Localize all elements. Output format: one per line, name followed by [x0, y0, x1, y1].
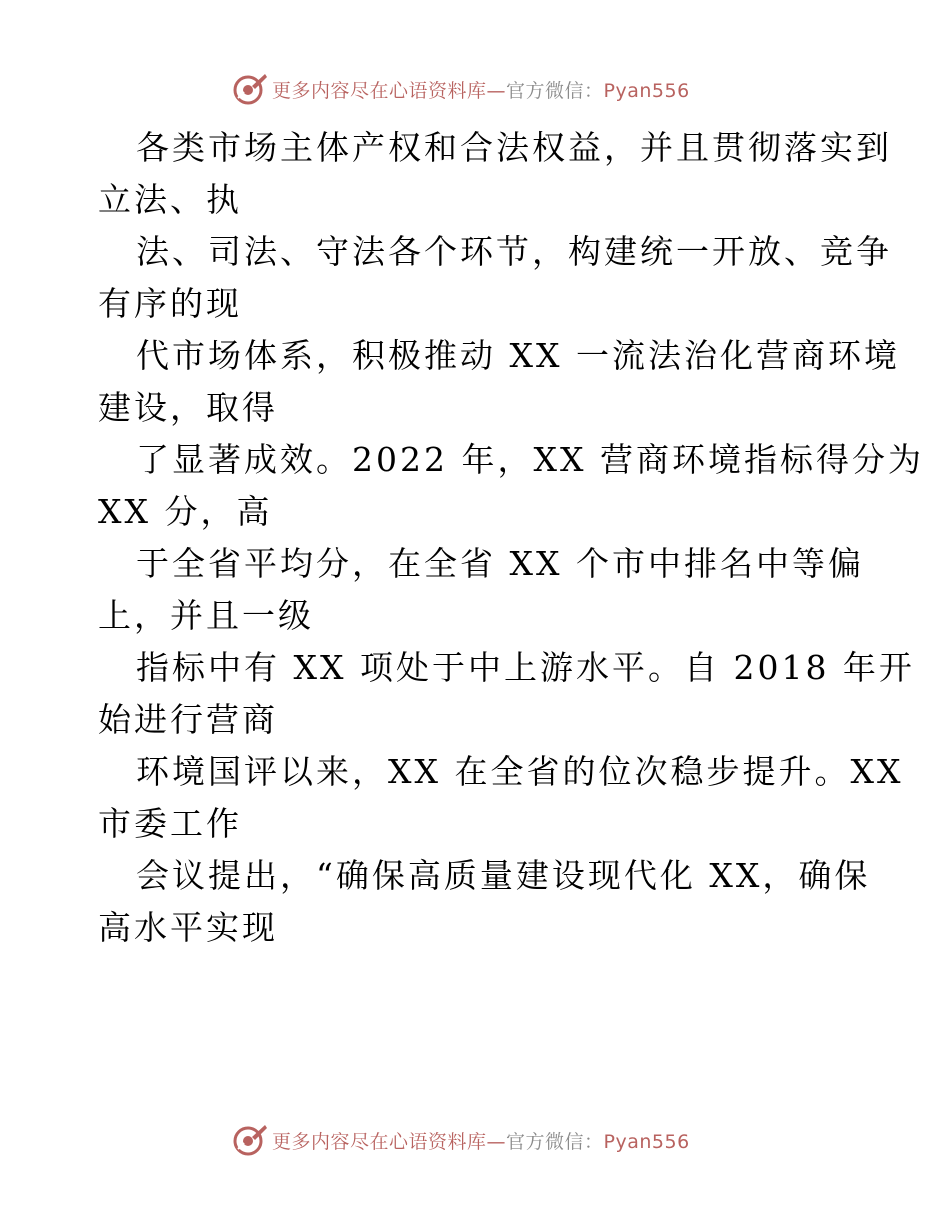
watermark-wechat-label: 官方微信： — [506, 79, 604, 102]
line-part-b: 有序的现 — [98, 284, 242, 323]
line-part-b: 建设，取得 — [98, 388, 278, 427]
line-part-a: 于全省平均分，在全省 XX 个市中排名中等偏 — [136, 544, 864, 583]
text-line-3 — [98, 330, 900, 434]
text-line-8 — [98, 850, 871, 954]
line-part-a: 代市场体系，积极推动 XX 一流法治化营商环境 — [136, 336, 900, 375]
text-line-5 — [98, 538, 864, 642]
line-part-a: 指标中有 XX 项处于中上游水平。自 2018 年开 — [136, 648, 915, 687]
line-part-a: 环境国评以来，XX 在全省的位次稳步提升。XX — [136, 752, 904, 791]
watermark-wechat-id: Pyan556 — [603, 79, 690, 102]
watermark-site: 更多内容尽在心语资料库 — [272, 1130, 487, 1153]
text-line-7 — [98, 746, 904, 850]
line-part-b: 高水平实现 — [98, 908, 278, 947]
watermark-wechat-id: Pyan556 — [603, 1130, 690, 1153]
line-part-a: 会议提出，“确保高质量建设现代化 XX，确保 — [136, 856, 871, 895]
footer-watermark — [232, 1123, 690, 1157]
line-part-a: 了显著成效。2022 年，XX 营商环境指标得分为 — [136, 440, 924, 479]
line-part-a: 各类市场主体产权和合法权益，并且贯彻落实到 — [136, 128, 892, 167]
watermark-dash: — — [486, 1130, 507, 1153]
text-line-2 — [98, 226, 892, 330]
watermark-text — [272, 1127, 690, 1154]
header-watermark — [232, 72, 690, 106]
watermark-site: 更多内容尽在心语资料库 — [272, 79, 487, 102]
line-part-b: 始进行营商 — [98, 700, 278, 739]
document-body — [98, 122, 924, 954]
text-line-1 — [98, 122, 892, 226]
watermark-wechat-label: 官方微信： — [506, 1130, 604, 1153]
text-line-6 — [98, 642, 915, 746]
line-part-b: XX 分，高 — [98, 492, 273, 531]
line-part-a: 法、司法、守法各个环节，构建统一开放、竞争 — [136, 232, 892, 271]
line-part-b: 上，并且一级 — [98, 596, 314, 635]
pen-logo-icon — [232, 1123, 268, 1157]
watermark-text — [272, 76, 690, 103]
pen-logo-icon — [232, 72, 268, 106]
line-part-b: 市委工作 — [98, 804, 242, 843]
text-line-4 — [98, 434, 924, 538]
watermark-dash: — — [486, 79, 507, 102]
line-part-b: 立法、执 — [98, 180, 242, 219]
